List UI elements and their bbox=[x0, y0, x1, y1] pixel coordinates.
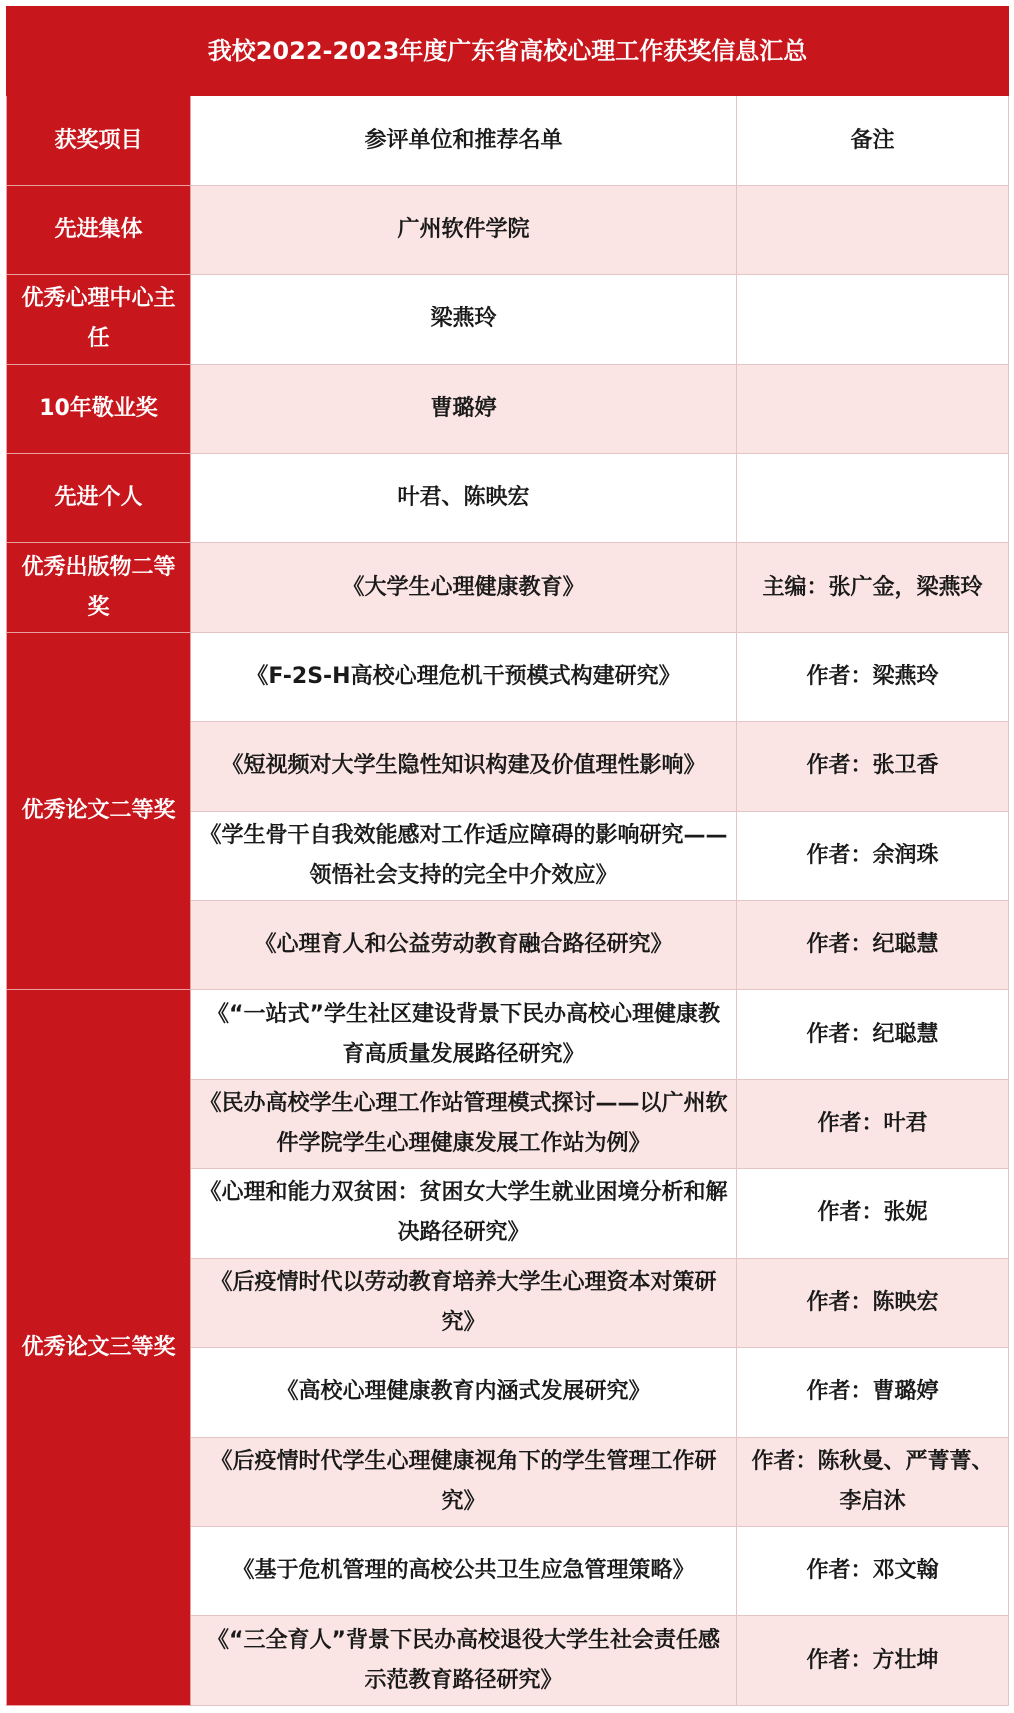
entry-cell: 《F-2S-H高校心理危机干预模式构建研究》 bbox=[191, 632, 737, 721]
note-cell: 作者：曹璐婷 bbox=[737, 1348, 1009, 1437]
note-cell: 作者：方壮坤 bbox=[737, 1616, 1009, 1706]
note-cell bbox=[737, 364, 1009, 453]
note-cell: 作者：张卫香 bbox=[737, 722, 1009, 811]
award-label: 先进个人 bbox=[7, 454, 191, 543]
note-cell: 作者：纪聪慧 bbox=[737, 901, 1009, 990]
entry-cell: 《民办高校学生心理工作站管理模式探讨——以广州软件学院学生心理健康发展工作站为例》 bbox=[191, 1079, 737, 1168]
header-entry: 参评单位和推荐名单 bbox=[191, 96, 737, 185]
note-cell: 作者：叶君 bbox=[737, 1079, 1009, 1168]
entry-cell: 《学生骨干自我效能感对工作适应障碍的影响研究——领悟社会支持的完全中介效应》 bbox=[191, 811, 737, 900]
entry-cell: 《后疫情时代学生心理健康视角下的学生管理工作研究》 bbox=[191, 1437, 737, 1526]
entry-cell: 梁燕玲 bbox=[191, 275, 737, 364]
note-cell: 作者：梁燕玲 bbox=[737, 632, 1009, 721]
award-label: 优秀出版物二等奖 bbox=[7, 543, 191, 632]
title-row bbox=[7, 7, 1009, 96]
header-row bbox=[7, 96, 1009, 185]
table-row bbox=[7, 632, 1009, 721]
table-row bbox=[7, 990, 1009, 1079]
table-row bbox=[7, 454, 1009, 543]
entry-cell: 《基于危机管理的高校公共卫生应急管理策略》 bbox=[191, 1526, 737, 1615]
table-title: 我校2022-2023年度广东省高校心理工作获奖信息汇总 bbox=[7, 7, 1009, 96]
header-award: 获奖项目 bbox=[7, 96, 191, 185]
note-cell: 作者：陈秋曼、严菁菁、李启沐 bbox=[737, 1437, 1009, 1526]
table-row bbox=[7, 543, 1009, 632]
table-row bbox=[7, 185, 1009, 274]
entry-cell: 《后疫情时代以劳动教育培养大学生心理资本对策研究》 bbox=[191, 1258, 737, 1347]
award-label: 优秀论文三等奖 bbox=[7, 990, 191, 1706]
note-cell: 作者：邓文翰 bbox=[737, 1526, 1009, 1615]
entry-cell: 《心理和能力双贫困：贫困女大学生就业困境分析和解决路径研究》 bbox=[191, 1169, 737, 1258]
award-label: 先进集体 bbox=[7, 185, 191, 274]
award-label: 优秀论文二等奖 bbox=[7, 632, 191, 990]
entry-cell: 叶君、陈映宏 bbox=[191, 454, 737, 543]
awards-table-container bbox=[6, 6, 1008, 1706]
award-label: 10年敬业奖 bbox=[7, 364, 191, 453]
note-cell: 作者：陈映宏 bbox=[737, 1258, 1009, 1347]
entry-cell: 广州软件学院 bbox=[191, 185, 737, 274]
note-cell bbox=[737, 185, 1009, 274]
entry-cell: 《高校心理健康教育内涵式发展研究》 bbox=[191, 1348, 737, 1437]
entry-cell: 《“一站式”学生社区建设背景下民办高校心理健康教育高质量发展路径研究》 bbox=[191, 990, 737, 1079]
entry-cell: 《“三全育人”背景下民办高校退役大学生社会责任感示范教育路径研究》 bbox=[191, 1616, 737, 1706]
note-cell: 作者：纪聪慧 bbox=[737, 990, 1009, 1079]
table-row bbox=[7, 364, 1009, 453]
note-cell: 作者：张妮 bbox=[737, 1169, 1009, 1258]
entry-cell: 曹璐婷 bbox=[191, 364, 737, 453]
header-note: 备注 bbox=[737, 96, 1009, 185]
note-cell bbox=[737, 275, 1009, 364]
entry-cell: 《大学生心理健康教育》 bbox=[191, 543, 737, 632]
note-cell: 主编：张广金，梁燕玲 bbox=[737, 543, 1009, 632]
entry-cell: 《短视频对大学生隐性知识构建及价值理性影响》 bbox=[191, 722, 737, 811]
entry-cell: 《心理育人和公益劳动教育融合路径研究》 bbox=[191, 901, 737, 990]
award-label: 优秀心理中心主任 bbox=[7, 275, 191, 364]
note-cell bbox=[737, 454, 1009, 543]
awards-table bbox=[6, 6, 1009, 1706]
note-cell: 作者：余润珠 bbox=[737, 811, 1009, 900]
table-row bbox=[7, 275, 1009, 364]
